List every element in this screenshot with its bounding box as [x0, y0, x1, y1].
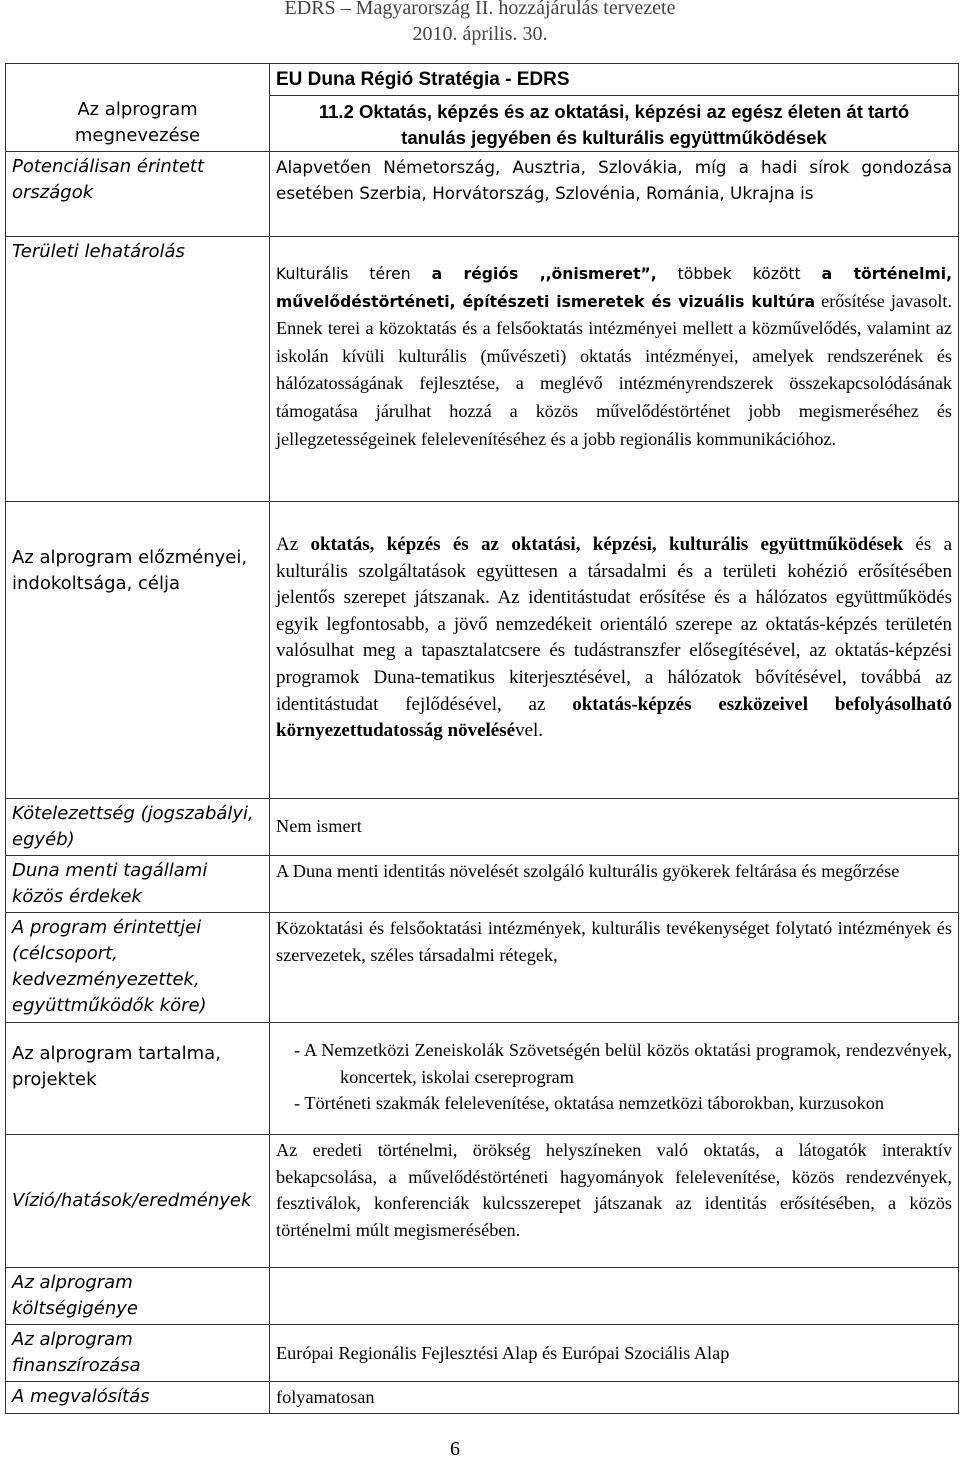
- implementation-text: folyamatosan: [276, 1387, 375, 1407]
- finance-label: Az alprogram finanszírozása: [12, 1329, 141, 1376]
- header-date: 2010. április. 30.: [412, 23, 548, 45]
- strategy-title: EU Duna Régió Stratégia - EDRS: [276, 69, 570, 90]
- subprogram-title-line2: tanulás jegyében és kulturális együttműködések: [401, 127, 827, 148]
- program-table: [5, 63, 959, 1414]
- list-item: - Történeti szakmák felelevenítése, oktatása nemzetközi táborokban, kurzusokon: [294, 1093, 885, 1113]
- obligation-label: Kötelezettség (jogszabályi, egyéb): [12, 803, 254, 850]
- content-list: [276, 1037, 952, 1117]
- vision-text: Az eredeti történelmi, örökség helyszíneken való oktatás, a látogatók interaktív bekapcsolása, a művelődéstörténeti hagyományok felelevenítése, közös rendezvények, fesztiválok, konferenciák kulcsszerepet játszanak az identitás erősítésében, a közös történelmi múlt megismerésében.: [276, 1140, 952, 1240]
- implementation-label: A megvalósítás: [12, 1386, 150, 1407]
- header-title: EDRS – Magyarország II. hozzájárulás tervezete: [284, 0, 676, 19]
- cost-label: Az alprogram költségigénye: [12, 1272, 139, 1319]
- interests-text: A Duna menti identitás növelését szolgáló kulturális gyökerek feltárása és megőrzése: [276, 861, 900, 881]
- subprogram-title-line1: 11.2 Oktatás, képzés és az oktatási, képzési az egész életen át tartó: [318, 101, 910, 122]
- countries-text: Alapvetően Németország, Ausztria, Szlovákia, míg a hadi sírok gondozása esetében Szerbia, Horvátország, Szlovénia, Románia, Ukrajna is: [276, 157, 952, 203]
- vision-label: Vízió/hatások/eredmények: [12, 1190, 252, 1211]
- content-label: Az alprogram tartalma, projektek: [12, 1043, 221, 1090]
- territory-text: Kulturális téren a régiós ,,önismeret”, többek között a történelmi, művelődéstörténeti, építészeti ismeretek és vizuális kultúra erősítése javasolt. Ennek terei a közoktatás és a felsőoktatás intézményei mellett a közművelődés, valamint az iskolán kívüli kulturális (művészeti) oktatás intézményei, amelyek rendszerének és hálózatosságának fejlesztése, a meglévő intézményrendszerek összekapcsolódásának támogatása járulhat hozzá a közös művelődéstörténet jobb megismeréséhez és jellegzetességeinek felelevenítéséhez és a jobb regionális kommunikációhoz.: [276, 265, 953, 449]
- territory-label: Területi lehatárolás: [12, 241, 185, 262]
- finance-text: Európai Regionális Fejlesztési Alap és Európai Szociális Alap: [276, 1342, 730, 1363]
- list-item: - A Nemzetközi Zeneiskolák Szövetségén belül közös oktatási programok, rendezvények, koncertek, iskolai csereprogram: [294, 1040, 952, 1087]
- target-label: A program érintettjei (célcsoport, kedvezményezettek, együttműködők köre): [12, 917, 207, 1016]
- page-number: 6: [450, 1438, 460, 1460]
- obligation-text: Nem ismert: [276, 816, 362, 836]
- interests-label: Duna menti tagállami közös érdekek: [12, 860, 208, 907]
- target-text: Közoktatási és felsőoktatási intézmények, kulturális tevékenységet folytató intézmények és szervezetek, széles társadalmi rétegek,: [276, 918, 952, 965]
- name-label: Az alprogram megnevezése: [74, 99, 201, 146]
- background-label: Az alprogram előzményei, indokoltsága, célja: [12, 547, 248, 594]
- countries-label: Potenciálisan érintett országok: [12, 156, 205, 203]
- background-text: Az oktatás, képzés és az oktatási, képzési, kulturális együttműködések és a kulturális szolgáltatások együttesen a társadalmi és a területi kohézió erősítésében jelentős szerepet játszanak. Az identitástudat erősítése és a hálózatos együttműködés egyik legfontosabb, a jövő nemzedékeit orientáló szerepe az oktatás-képzés területén valósulhat meg a tapasztalatcsere és tudástranszfer elősegítésével, az oktatás-képzési programok Duna-tematikus kiterjesztésével, a hálózatok bővítésével, továbbá az identitástudat fejlődésével, az oktatás-képzés eszközeivel befolyásolható környezettudatosság növelésével.: [276, 534, 953, 742]
